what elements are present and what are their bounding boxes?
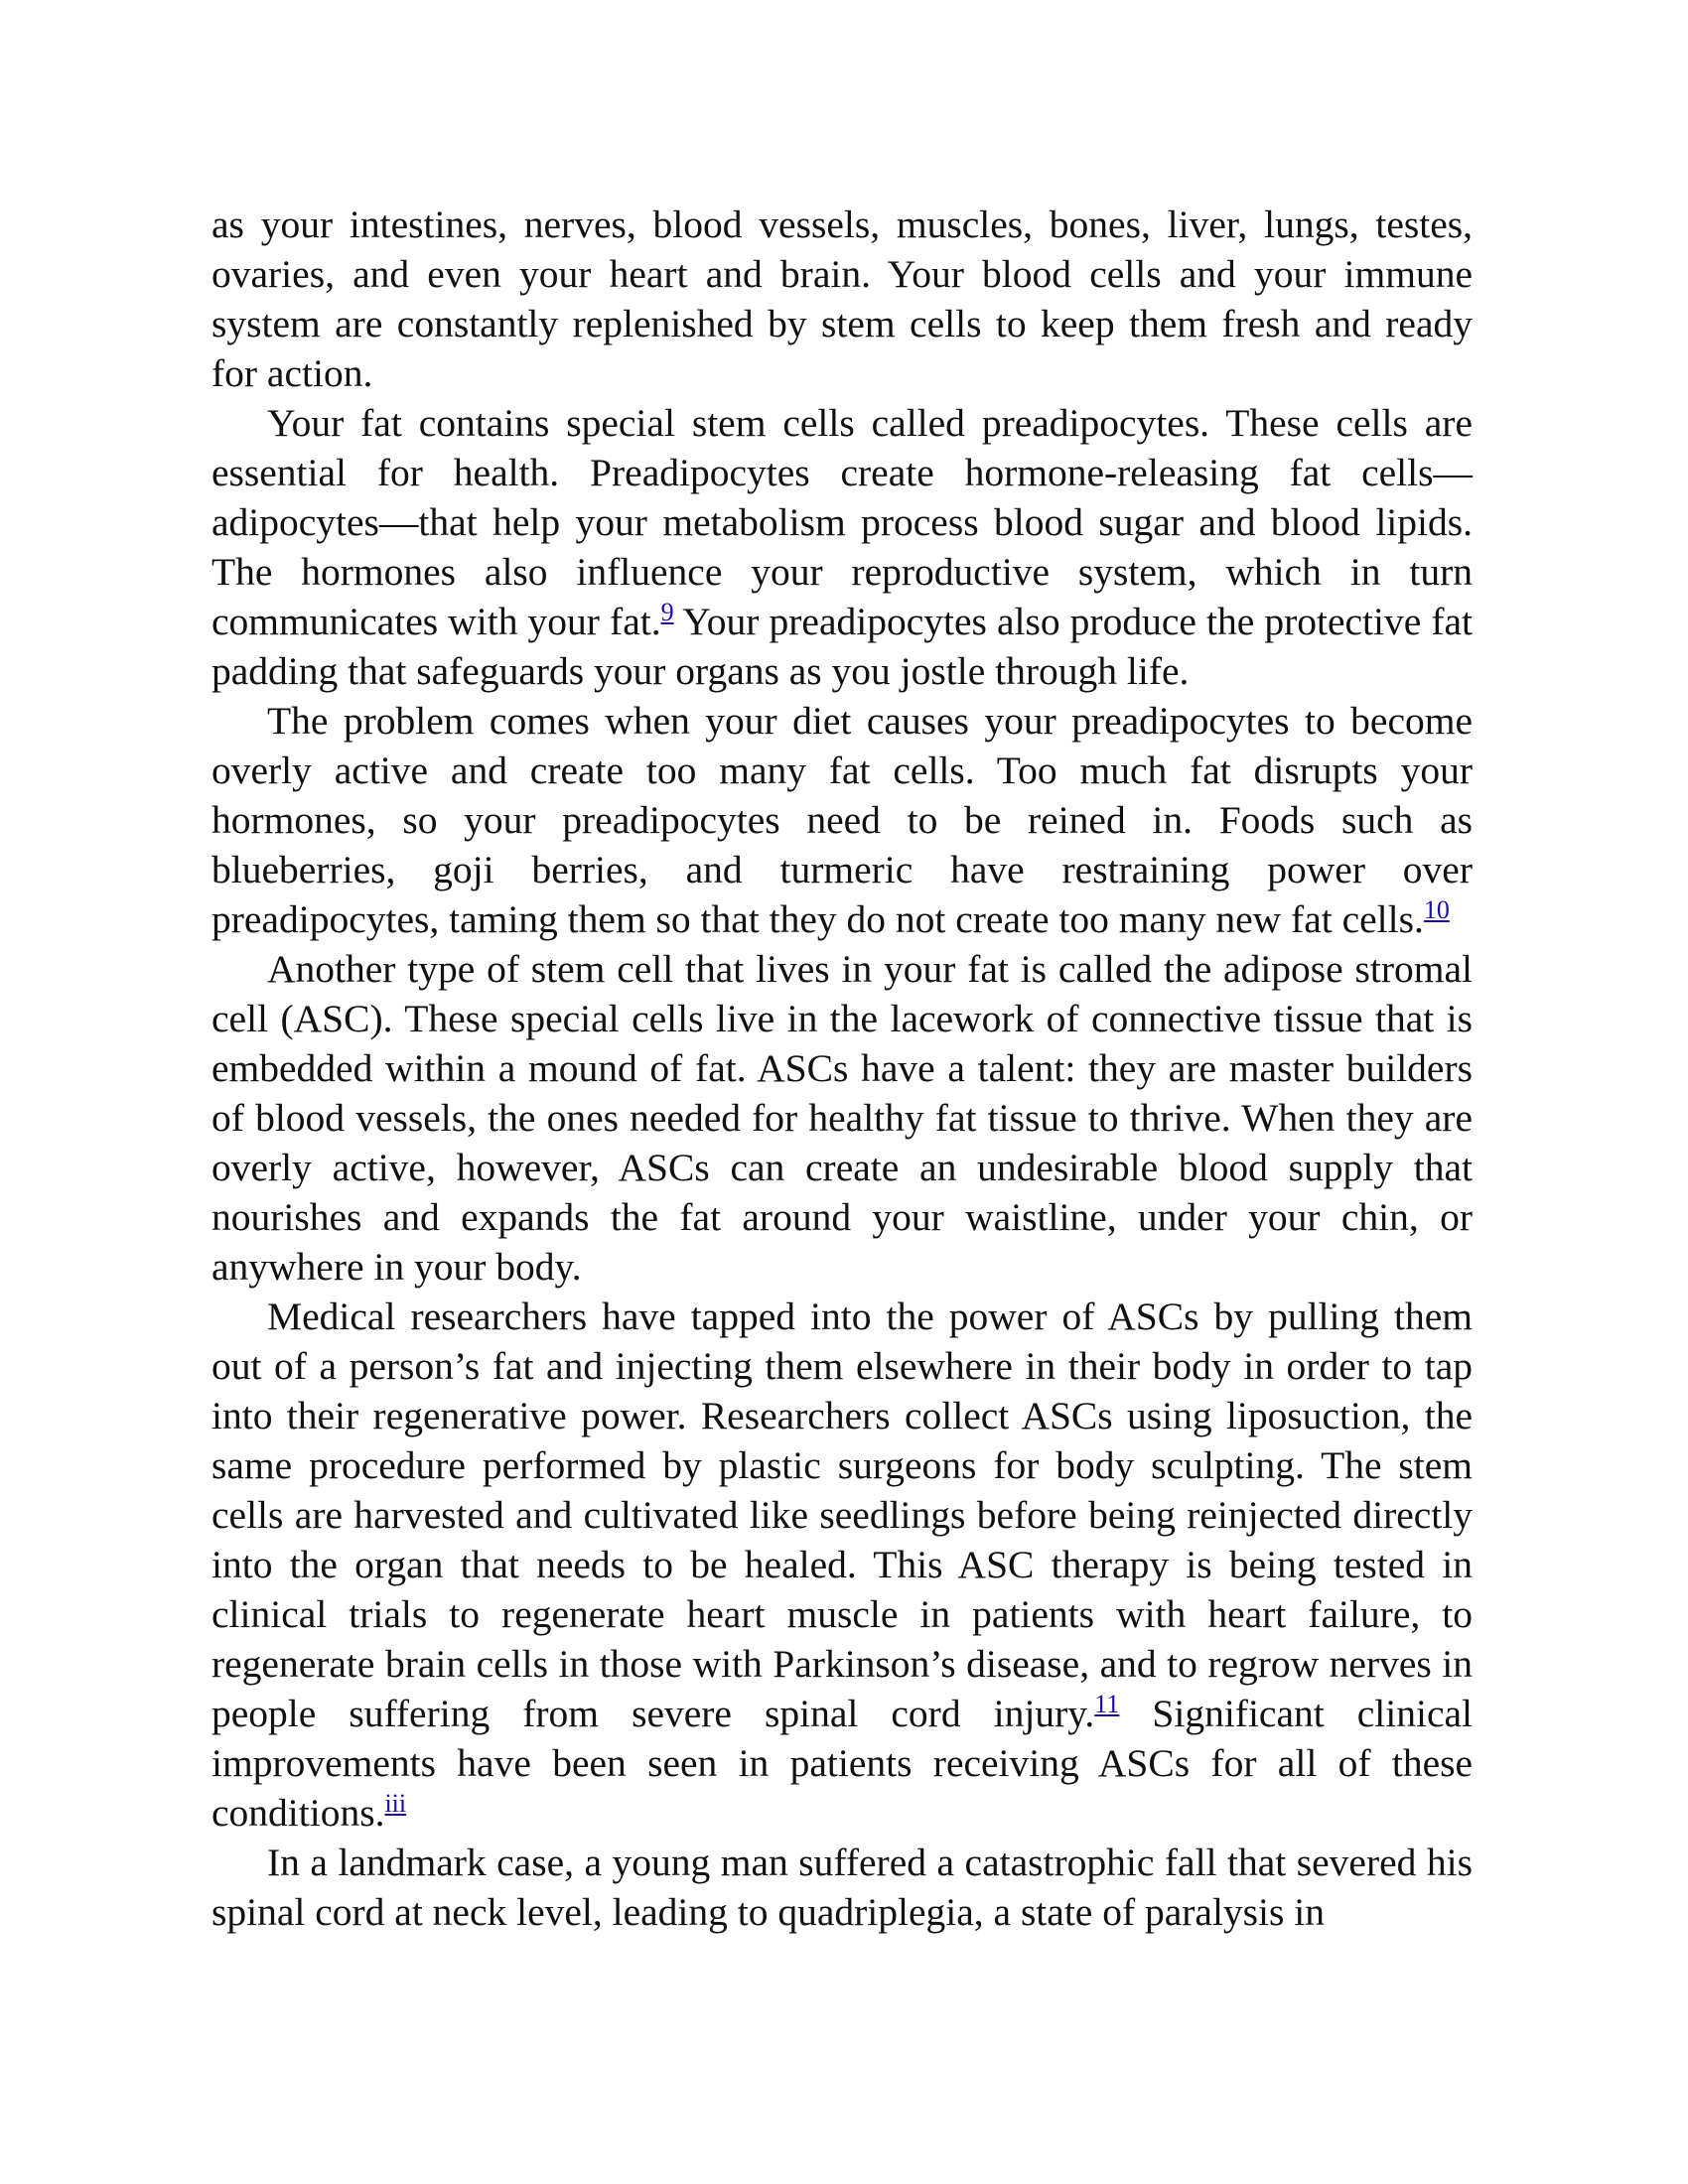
paragraph-text: Another type of stem cell that lives in your fat is called the adipose stromal cell (ASC). These special cells live in the lacework of connective tissue that is embedded within a mound of fat. ASCs have a talent: they are master builders of blood vessels, the ones needed for healthy fat tissue to thrive. When they are overly active, however, ASCs can create an undesirable blood supply that nourishes and expands the fat around your waistline, under your chin, or anywhere in your body. [211, 947, 1473, 1289]
paragraph-text: Significant clinical improvements have been seen in patients receiving ASCs for all of these conditions. [211, 1692, 1473, 1835]
paragraph-text: The problem comes when your diet causes your preadipocytes to become overly active and create too many fat cells. Too much fat disrupts your hormones, so your preadipocytes need to be reined in. Foods such as blueberries, goji berries, and turmeric have restraining power over preadipocytes, taming them so that they do not create too many new fat cells. [211, 699, 1473, 941]
paragraph-1 [211, 200, 1473, 398]
paragraph-text: Your preadipocytes also produce the protective fat padding that safeguards your organs as you jostle through life. [211, 600, 1473, 693]
paragraph-3 [211, 696, 1473, 944]
footnote-link-9[interactable]: 9 [660, 598, 674, 626]
paragraph-4 [211, 944, 1473, 1292]
paragraph-text: In a landmark case, a young man suffered a catastrophic fall that severed his spinal cord at neck level, leading to quadriplegia, a state of paralysis in [211, 1841, 1473, 1934]
footnote-link-iii[interactable]: iii [384, 1789, 407, 1818]
footnote-link-10[interactable]: 10 [1423, 895, 1450, 924]
document-page [211, 200, 1473, 1937]
paragraph-text: Medical researchers have tapped into the power of ASCs by pulling them out of a person’s fat and injecting them elsewhere in their body in order to tap into their regenerative power. Researchers collect ASCs using liposuction, the same procedure performed by plastic surgeons for body sculpting. The stem cells are harvested and cultivated like seedlings before being reinjected directly into the organ that needs to be healed. This ASC therapy is being tested in clinical trials to regenerate heart muscle in patients with heart failure, to regenerate brain cells in those with Parkinson’s disease, and to regrow nerves in people suffering from severe spinal cord injury. [211, 1295, 1473, 1735]
paragraph-text: Your fat contains special stem cells called preadipocytes. These cells are essential for health. Preadipocytes create hormone-releasing fat cells—adipocytes—that help your metabolism process blood sugar and blood lipids. The hormones also influence your reproductive system, which in turn communicates with your fat. [211, 401, 1473, 643]
paragraph-text: as your intestines, nerves, blood vessels, muscles, bones, liver, lungs, testes, ovaries, and even your heart and brain. Your blood cells and your immune system are constantly replenished by stem cells to keep them fresh and ready for action. [211, 203, 1473, 395]
paragraph-5 [211, 1292, 1473, 1838]
paragraph-6 [211, 1838, 1473, 1937]
paragraph-2 [211, 398, 1473, 696]
footnote-link-11[interactable]: 11 [1094, 1690, 1120, 1718]
